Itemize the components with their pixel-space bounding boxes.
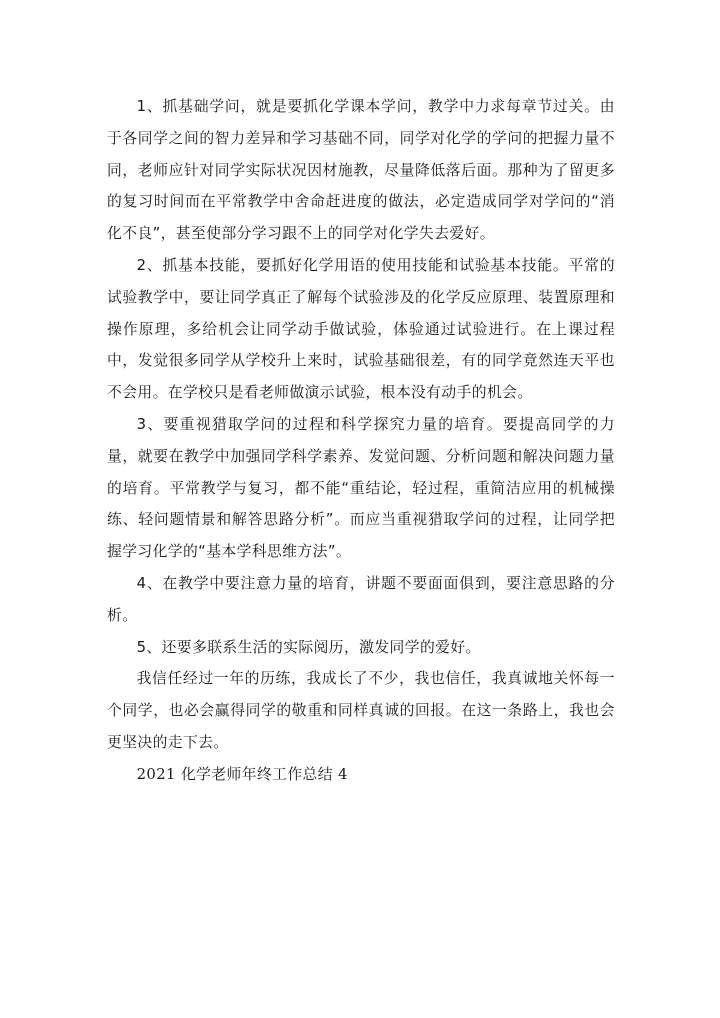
paragraph-ability-training: 4、在教学中要注意力量的培育，讲题不要面面俱到，要注意思路的分析。 <box>107 574 615 624</box>
paragraph-closing: 我信任经过一年的历练，我成长了不少，我也信任，我真诚地关怀每一个同学，也必会赢得同学的敬重和同样真诚的回报。在这一条路上，我也会更坚决的走下去。 <box>107 670 615 751</box>
paragraph-life-experience: 5、还要多联系生活的实际阅历，激发同学的爱好。 <box>136 638 481 656</box>
paragraph-basic-skills: 2、抓基本技能，要抓好化学用语的使用技能和试验基本技能。平常的试验教学中，要让同学真正了解每个试验涉及的化学反应原理、装置原理和操作原理，多给机会让同学动手做试验，体验通过试验进行。在上课过程中，发觉很多同学从学校升上来时，试验基础很差，有的同学竟然连天平也不会用。在学校只是看老师做演示试验，根本没有动手的机会。 <box>107 256 615 402</box>
paragraph-inquiry-ability: 3、要重视猎取学问的过程和科学探究力量的培育。要提高同学的力量，就要在教学中加强同学科学素养、发觉问题、分析问题和解决问题力量的培育。平常教学与复习，都不能“重结论，轻过程，重简洁应用的机械操练、轻问题情景和解答思路分析”。而应当重视猎取学问的过程，让同学把握学习化学的“基本学科思维方法”。 <box>107 415 615 561</box>
document-body <box>107 91 615 791</box>
paragraph-basic-knowledge: 1、抓基础学问，就是要抓化学课本学问，教学中力求每章节过关。由于各同学之间的智力差异和学习基础不同，同学对化学的学问的把握力量不同，老师应针对同学实际状况因材施教，尽量降低落后面。那种为了留更多的复习时间而在平常教学中舍命赶进度的做法，必定造成同学对学问的“消化不良”，甚至使部分学习跟不上的同学对化学失去爱好。 <box>107 98 615 243</box>
section-heading: 2021 化学老师年终工作总结 4 <box>136 765 348 783</box>
